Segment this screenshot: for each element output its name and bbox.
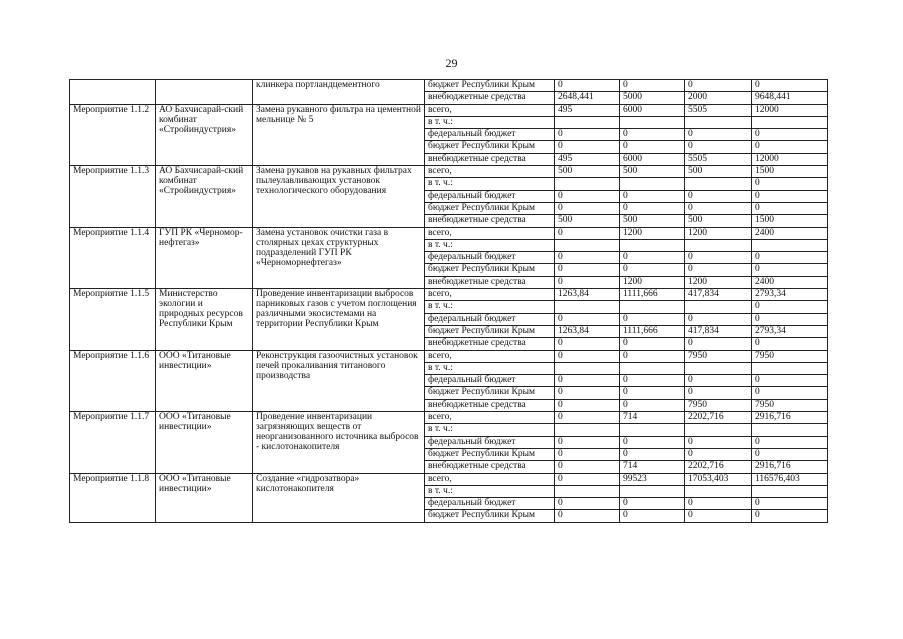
- funding-source-label: бюджет Республики Крым: [425, 264, 555, 276]
- funding-source-label: в т. ч.:: [425, 301, 555, 313]
- amount-cell-2: [620, 178, 685, 190]
- amount-cell-2: [620, 301, 685, 313]
- amount-cell-1: 0: [555, 498, 620, 510]
- budget-table: [69, 79, 828, 523]
- funding-source-label: всего,: [425, 289, 555, 301]
- measure-executor: ООО «Титановые инвестиции»: [156, 350, 253, 411]
- amount-cell-2: 0: [620, 252, 685, 264]
- amount-cell-1: 0: [555, 141, 620, 153]
- amount-cell-2: 0: [620, 387, 685, 399]
- measure-executor: АО Бахчисарай-ский комбинат «Стройиндустрия»: [156, 166, 253, 227]
- amount-cell-1: 0: [555, 190, 620, 202]
- amount-cell-3: 5505: [685, 153, 752, 165]
- amount-cell-3: 7950: [685, 350, 752, 362]
- funding-source-label: бюджет Республики Крым: [425, 141, 555, 153]
- amount-cell-4: 0: [752, 178, 828, 190]
- funding-source-label: всего,: [425, 473, 555, 485]
- page-number: 29: [445, 56, 458, 70]
- amount-cell-4: 2916,716: [752, 461, 828, 473]
- amount-cell-3: 0: [685, 448, 752, 460]
- amount-cell-3: 2202,716: [685, 412, 752, 424]
- measure-id: Мероприятие 1.1.3: [70, 166, 156, 227]
- amount-cell-2: 500: [620, 215, 685, 227]
- amount-cell-1: 0: [555, 375, 620, 387]
- funding-source-label: бюджет Республики Крым: [425, 80, 555, 92]
- amount-cell-1: 1263,84: [555, 325, 620, 337]
- amount-cell-4: 12000: [752, 104, 828, 116]
- amount-cell-4: 7950: [752, 399, 828, 411]
- table-row: [70, 166, 828, 178]
- funding-source-label: бюджет Республики Крым: [425, 325, 555, 337]
- measure-description: Реконструкция газоочистных установок печей прокаливания титанового производства: [253, 350, 425, 411]
- measure-description: Проведение инвентаризации загрязняющих веществ от неорганизованного источника выбросов - кислотонакопителя: [253, 412, 425, 473]
- amount-cell-2: 0: [620, 129, 685, 141]
- measure-description: клинкера портландцементного: [253, 80, 425, 105]
- amount-cell-1: 0: [555, 387, 620, 399]
- funding-source-label: внебюджетные средства: [425, 461, 555, 473]
- amount-cell-3: [685, 362, 752, 374]
- table-body: [70, 80, 828, 523]
- amount-cell-2: 0: [620, 399, 685, 411]
- amount-cell-4: 12000: [752, 153, 828, 165]
- funding-source-label: всего,: [425, 104, 555, 116]
- funding-source-label: внебюджетные средства: [425, 338, 555, 350]
- amount-cell-3: 0: [685, 80, 752, 92]
- amount-cell-1: [555, 485, 620, 497]
- amount-cell-4: [752, 116, 828, 128]
- table-row: [70, 80, 828, 92]
- amount-cell-3: 1200: [685, 276, 752, 288]
- amount-cell-3: 2202,716: [685, 461, 752, 473]
- funding-source-label: в т. ч.:: [425, 116, 555, 128]
- amount-cell-2: 1111,666: [620, 289, 685, 301]
- measure-id: Мероприятие 1.1.4: [70, 227, 156, 288]
- amount-cell-3: [685, 424, 752, 436]
- amount-cell-1: 495: [555, 104, 620, 116]
- amount-cell-1: 0: [555, 252, 620, 264]
- amount-cell-1: 500: [555, 215, 620, 227]
- funding-source-label: внебюджетные средства: [425, 153, 555, 165]
- amount-cell-1: [555, 301, 620, 313]
- funding-source-label: всего,: [425, 227, 555, 239]
- amount-cell-4: 9648,441: [752, 92, 828, 104]
- amount-cell-1: 0: [555, 129, 620, 141]
- amount-cell-2: 0: [620, 510, 685, 522]
- amount-cell-1: 0: [555, 202, 620, 214]
- amount-cell-4: 0: [752, 301, 828, 313]
- amount-cell-1: 0: [555, 510, 620, 522]
- amount-cell-1: 0: [555, 338, 620, 350]
- table-row: [70, 227, 828, 239]
- amount-cell-4: 0: [752, 436, 828, 448]
- measure-executor: АО Бахчисарай-ский комбинат «Стройиндустрия»: [156, 104, 253, 165]
- amount-cell-1: 0: [555, 276, 620, 288]
- amount-cell-4: 2916,716: [752, 412, 828, 424]
- amount-cell-3: 0: [685, 498, 752, 510]
- amount-cell-4: [752, 485, 828, 497]
- amount-cell-3: 0: [685, 313, 752, 325]
- amount-cell-3: 17053,403: [685, 473, 752, 485]
- amount-cell-1: 0: [555, 461, 620, 473]
- amount-cell-4: 0: [752, 202, 828, 214]
- measure-id: Мероприятие 1.1.5: [70, 289, 156, 350]
- funding-source-label: в т. ч.:: [425, 239, 555, 251]
- amount-cell-1: [555, 178, 620, 190]
- amount-cell-1: 0: [555, 412, 620, 424]
- amount-cell-2: 5000: [620, 92, 685, 104]
- measure-executor: Министерство экологии и природных ресурсов Республики Крым: [156, 289, 253, 350]
- amount-cell-2: 0: [620, 80, 685, 92]
- amount-cell-1: [555, 424, 620, 436]
- amount-cell-3: 0: [685, 190, 752, 202]
- amount-cell-1: 0: [555, 399, 620, 411]
- amount-cell-1: 0: [555, 448, 620, 460]
- amount-cell-4: [752, 424, 828, 436]
- amount-cell-1: 2648,441: [555, 92, 620, 104]
- amount-cell-3: 0: [685, 129, 752, 141]
- amount-cell-2: 1200: [620, 227, 685, 239]
- amount-cell-3: 7950: [685, 399, 752, 411]
- amount-cell-4: 0: [752, 387, 828, 399]
- amount-cell-3: 0: [685, 202, 752, 214]
- amount-cell-2: 714: [620, 461, 685, 473]
- amount-cell-3: 0: [685, 510, 752, 522]
- amount-cell-4: 0: [752, 313, 828, 325]
- measure-description: Проведение инвентаризации выбросов парниковых газов с учетом поглощения различными экосистемами на территории Республики Крым: [253, 289, 425, 350]
- funding-source-label: всего,: [425, 350, 555, 362]
- amount-cell-4: 0: [752, 338, 828, 350]
- amount-cell-4: 2400: [752, 227, 828, 239]
- amount-cell-1: 0: [555, 80, 620, 92]
- amount-cell-3: [685, 178, 752, 190]
- funding-source-label: всего,: [425, 166, 555, 178]
- funding-source-label: федеральный бюджет: [425, 375, 555, 387]
- measure-description: Замена рукавного фильтра на цементной мельнице № 5: [253, 104, 425, 165]
- amount-cell-3: 0: [685, 375, 752, 387]
- funding-source-label: в т. ч.:: [425, 178, 555, 190]
- amount-cell-2: 99523: [620, 473, 685, 485]
- amount-cell-4: 116576,403: [752, 473, 828, 485]
- amount-cell-4: 0: [752, 141, 828, 153]
- table-row: [70, 350, 828, 362]
- measure-description: Создание «гидрозатвора» кислотонакопителя: [253, 473, 425, 522]
- funding-source-label: федеральный бюджет: [425, 129, 555, 141]
- funding-source-label: в т. ч.:: [425, 485, 555, 497]
- amount-cell-3: [685, 301, 752, 313]
- amount-cell-2: [620, 239, 685, 251]
- amount-cell-1: [555, 362, 620, 374]
- amount-cell-3: [685, 485, 752, 497]
- funding-source-label: федеральный бюджет: [425, 252, 555, 264]
- amount-cell-1: 0: [555, 473, 620, 485]
- amount-cell-2: 0: [620, 375, 685, 387]
- amount-cell-4: 0: [752, 80, 828, 92]
- amount-cell-2: 1200: [620, 276, 685, 288]
- amount-cell-3: [685, 239, 752, 251]
- funding-source-label: федеральный бюджет: [425, 498, 555, 510]
- amount-cell-4: 0: [752, 264, 828, 276]
- amount-cell-4: 0: [752, 448, 828, 460]
- amount-cell-2: 6000: [620, 153, 685, 165]
- amount-cell-3: 0: [685, 436, 752, 448]
- amount-cell-2: [620, 116, 685, 128]
- funding-source-label: внебюджетные средства: [425, 276, 555, 288]
- amount-cell-1: 0: [555, 227, 620, 239]
- funding-source-label: внебюджетные средства: [425, 215, 555, 227]
- funding-source-label: федеральный бюджет: [425, 190, 555, 202]
- amount-cell-3: 417,834: [685, 325, 752, 337]
- amount-cell-1: 0: [555, 436, 620, 448]
- funding-source-label: бюджет Республики Крым: [425, 387, 555, 399]
- amount-cell-2: [620, 362, 685, 374]
- amount-cell-3: 0: [685, 141, 752, 153]
- amount-cell-1: 495: [555, 153, 620, 165]
- amount-cell-3: [685, 116, 752, 128]
- amount-cell-2: 0: [620, 350, 685, 362]
- measure-executor: ООО «Титановые инвестиции»: [156, 473, 253, 522]
- table-row: [70, 104, 828, 116]
- amount-cell-3: 500: [685, 215, 752, 227]
- amount-cell-3: 2000: [685, 92, 752, 104]
- amount-cell-2: [620, 485, 685, 497]
- funding-source-label: бюджет Республики Крым: [425, 510, 555, 522]
- amount-cell-2: 0: [620, 190, 685, 202]
- funding-source-label: бюджет Республики Крым: [425, 448, 555, 460]
- amount-cell-4: 0: [752, 129, 828, 141]
- funding-source-label: в т. ч.:: [425, 362, 555, 374]
- measure-id: Мероприятие 1.1.7: [70, 412, 156, 473]
- amount-cell-3: 0: [685, 252, 752, 264]
- measure-executor: ГУП РК «Черномор-нефтегаз»: [156, 227, 253, 288]
- amount-cell-3: 0: [685, 387, 752, 399]
- amount-cell-2: 0: [620, 264, 685, 276]
- table-row: [70, 473, 828, 485]
- measure-id: [70, 80, 156, 105]
- measure-executor: ООО «Титановые инвестиции»: [156, 412, 253, 473]
- measure-description: Замена установок очистки газа в столярных цехах структурных подразделений ГУП РК «Черноморнефтегаз»: [253, 227, 425, 288]
- amount-cell-2: 500: [620, 166, 685, 178]
- funding-source-label: всего,: [425, 412, 555, 424]
- amount-cell-1: [555, 116, 620, 128]
- measure-id: Мероприятие 1.1.6: [70, 350, 156, 411]
- amount-cell-4: 2793,34: [752, 289, 828, 301]
- amount-cell-2: 0: [620, 202, 685, 214]
- amount-cell-1: 1263,84: [555, 289, 620, 301]
- measure-id: Мероприятие 1.1.2: [70, 104, 156, 165]
- table-row: [70, 412, 828, 424]
- measure-description: Замена рукавов на рукавных фильтрах пылеулавливающих установок технологического оборудования: [253, 166, 425, 227]
- amount-cell-4: 0: [752, 190, 828, 202]
- amount-cell-1: 0: [555, 264, 620, 276]
- amount-cell-2: 714: [620, 412, 685, 424]
- amount-cell-2: 0: [620, 436, 685, 448]
- amount-cell-2: 0: [620, 313, 685, 325]
- amount-cell-3: 1200: [685, 227, 752, 239]
- amount-cell-3: 500: [685, 166, 752, 178]
- funding-source-label: федеральный бюджет: [425, 436, 555, 448]
- amount-cell-1: 0: [555, 313, 620, 325]
- funding-source-label: внебюджетные средства: [425, 399, 555, 411]
- amount-cell-4: [752, 362, 828, 374]
- funding-source-label: бюджет Республики Крым: [425, 202, 555, 214]
- amount-cell-3: 0: [685, 264, 752, 276]
- amount-cell-2: [620, 424, 685, 436]
- amount-cell-3: 417,834: [685, 289, 752, 301]
- amount-cell-4: 0: [752, 510, 828, 522]
- amount-cell-3: 5505: [685, 104, 752, 116]
- measure-id: Мероприятие 1.1.8: [70, 473, 156, 522]
- amount-cell-1: 500: [555, 166, 620, 178]
- funding-source-label: в т. ч.:: [425, 424, 555, 436]
- amount-cell-3: 0: [685, 338, 752, 350]
- amount-cell-1: [555, 239, 620, 251]
- amount-cell-4: 0: [752, 375, 828, 387]
- amount-cell-4: 7950: [752, 350, 828, 362]
- measure-executor: [156, 80, 253, 105]
- amount-cell-2: 0: [620, 141, 685, 153]
- amount-cell-4: 0: [752, 498, 828, 510]
- amount-cell-4: 0: [752, 252, 828, 264]
- amount-cell-2: 6000: [620, 104, 685, 116]
- amount-cell-2: 0: [620, 448, 685, 460]
- amount-cell-4: [752, 239, 828, 251]
- amount-cell-4: 1500: [752, 166, 828, 178]
- amount-cell-2: 1111,666: [620, 325, 685, 337]
- amount-cell-4: 2400: [752, 276, 828, 288]
- table-row: [70, 289, 828, 301]
- funding-source-label: внебюджетные средства: [425, 92, 555, 104]
- amount-cell-1: 0: [555, 350, 620, 362]
- amount-cell-2: 0: [620, 338, 685, 350]
- funding-source-label: федеральный бюджет: [425, 313, 555, 325]
- amount-cell-2: 0: [620, 498, 685, 510]
- amount-cell-4: 1500: [752, 215, 828, 227]
- amount-cell-4: 2793,34: [752, 325, 828, 337]
